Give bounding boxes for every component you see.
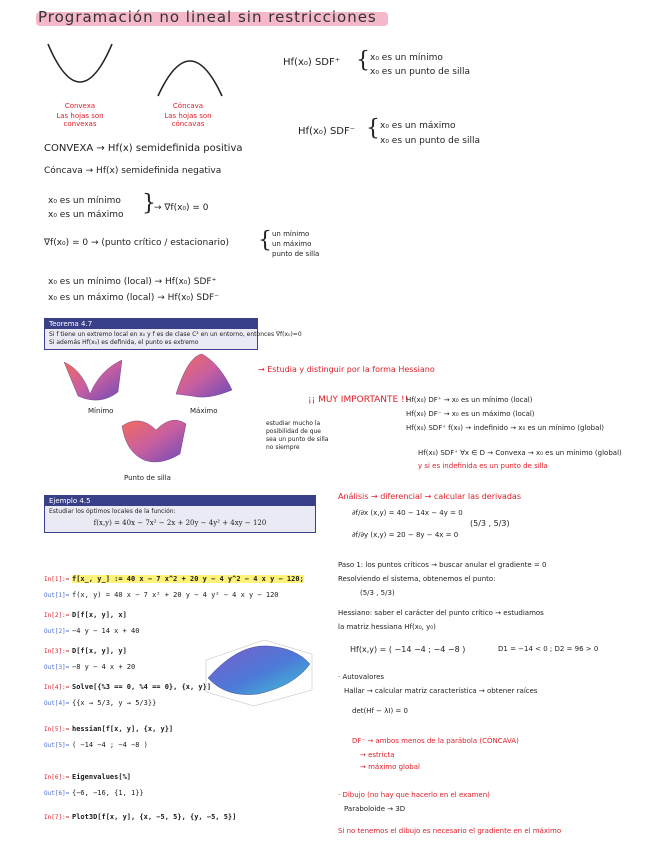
code-cell-text: Eigenvalues[%] (72, 773, 132, 781)
brace-3: { (142, 191, 156, 216)
example-formula: f(x,y) = 40x − 7x² − 2x + 20y − 4y² + 4xy − 120 (93, 519, 267, 527)
hessian-result: D1 = −14 < 0 ; D2 = 96 > 0 (498, 645, 599, 653)
grad-zero: → ∇f(x₀) = 0 (154, 203, 209, 213)
example-body (45, 506, 315, 532)
hf-pos-2: x₀ es un punto de silla (370, 67, 470, 77)
code-cell-label: Out[2]= (44, 628, 70, 635)
step1: Paso 1: los puntos críticos → buscar anular el gradiente = 0 (338, 561, 547, 569)
code-cell-text: −4 y − 14 x + 40 (72, 627, 140, 635)
important-label: ¡¡ MUY IMPORTANTE !! (308, 395, 409, 405)
example-text: Estudiar los óptimos locales de la función: (49, 508, 176, 515)
hf-neg: Hf(x₀) SDF⁻ (298, 126, 356, 137)
concave-curve (158, 61, 222, 96)
theorem-header: Teorema 4.7 (45, 319, 257, 329)
concave-note: Las hojas son cóncavas (164, 112, 212, 128)
code-cell-label: Out[5]= (44, 742, 70, 749)
code-cell (44, 732, 148, 751)
code-cell-label: Out[4]= (44, 700, 70, 707)
step2b: la matriz hessiana Hf(x₀, y₀) (338, 623, 436, 631)
step3: · Autovalores (338, 673, 385, 681)
arrow-note: → Estudia y distinguir por la forma Hessiano (258, 365, 435, 374)
example-box (44, 495, 316, 533)
strict-min: x₀ es un mínimo (local) → Hf(x₀) SDF⁺ (48, 277, 217, 287)
step3c: det(Hf − λI) = 0 (352, 707, 408, 715)
theorem-line-2: Si además Hf(x₀) es definida, el punto es extremo (49, 339, 199, 346)
plot3d-surface (208, 646, 310, 695)
crit-1: un mínimo (272, 230, 310, 238)
hf-pos-1: x₀ es un mínimo (370, 53, 443, 63)
code-cell-text: D[f[x, y], y] (72, 647, 127, 655)
surface-min-label: Mínimo (88, 407, 114, 415)
theorem-box (44, 318, 302, 350)
result-3: → máximo global (360, 763, 420, 771)
page-title: Programación no lineal sin restricciones (38, 8, 377, 26)
code-cell (44, 780, 144, 799)
convex-label: Convexa (64, 102, 96, 110)
code-cell-label: In[3]:= (44, 648, 70, 655)
important-side-note-2: posibilidad de que (266, 428, 321, 435)
surface-max-label: Máximo (190, 407, 218, 415)
code-cell (44, 804, 236, 823)
code-cell-text: Solve[{%3 == 0, %4 == 0}, {x, y}] (72, 683, 212, 691)
step3b: Hallar → calcular matriz característica → obtener raíces (344, 687, 538, 695)
example-header: Ejemplo 4.5 (45, 496, 315, 506)
concave-label: Cóncava (172, 102, 204, 110)
brace-4: { (258, 228, 272, 253)
code-cell-label: Out[6]= (44, 790, 70, 797)
convexa-line: CONVEXA → Hf(x) semidefinida positiva (44, 143, 243, 154)
code-cell-label: Out[3]= (44, 664, 70, 671)
theorem-line-1: Si f tiene un extremo local en x₀ y f es de clase C² en un entorno, entonces ∇f(x₀)=0 (49, 331, 302, 338)
result-2: → estricta (360, 751, 395, 759)
hf-pos: Hf(x₀) SDF⁺ (283, 57, 341, 68)
graph-note-1: · Dibujo (no hay que hacerlo en el examen) (338, 791, 490, 799)
step2: Hessiano: saber el carácter del punto crítico → estudiamos (338, 609, 544, 617)
concava-line: Cóncava → Hf(x) semidefinida negativa (44, 166, 222, 176)
hf-neg-2: x₀ es un punto de silla (380, 136, 480, 146)
important-l2: Hf(x₀) DF⁻ → x₀ es un máximo (local) (406, 410, 535, 418)
code-cell-text: f(x, y) = 40 x − 7 x² + 20 y − 4 y² − 4 x y − 120 (72, 591, 279, 599)
step1c: (5/3 , 5/3) (360, 589, 395, 597)
max-surface (176, 354, 232, 397)
analysis-line: Análisis → diferencial → calcular las derivadas (338, 492, 521, 501)
code-cell-label: In[4]:= (44, 684, 70, 691)
important-side-note-4: no siempre (266, 444, 300, 451)
min-surface (64, 360, 122, 400)
brace-2: { (366, 116, 380, 141)
code-cell-label: In[1]:= (44, 576, 70, 583)
theorem-body (45, 329, 302, 349)
code-cell (44, 582, 279, 601)
code-cell (44, 618, 139, 637)
important-side-note-3: sea un punto de silla (266, 436, 329, 443)
code-cell-label: In[5]:= (44, 726, 70, 733)
important-l1: Hf(x₀) DF⁺ → x₀ es un mínimo (local) (406, 396, 533, 404)
code-cell-text: {{x → 5/3, y → 5/3}} (72, 699, 157, 707)
important-l4: Hf(x₀) SDF⁺ ∀x ∈ D → Convexa → x₀ es un mínimo (global) (418, 449, 622, 457)
crit-2: un máximo (272, 240, 312, 248)
code-cell-label: In[2]:= (44, 612, 70, 619)
important-l3: Hf(x₀) SDF⁺ f(x₀) → indefinido → x₀ es un mínimo (global) (406, 424, 605, 432)
hf-neg-1: x₀ es un máximo (380, 121, 456, 131)
min-line: x₀ es un mínimo (48, 196, 121, 206)
code-cell-text: Plot3D[f[x, y], {x, −5, 5}, {y, −5, 5}] (72, 813, 237, 821)
code-cell-text: {−6, −16, {1, 1}} (72, 789, 144, 797)
max-line: x₀ es un máximo (48, 210, 124, 220)
code-cell-text: D[f[x, y], x] (72, 611, 127, 619)
graph-note-2: Paraboloide → 3D (344, 805, 406, 813)
code-cell-text: hessian[f[x, y], {x, y}] (72, 725, 174, 733)
deriv-x: ∂f/∂x (x,y) = 40 − 14x − 4y = 0 (352, 509, 463, 517)
strict-max: x₀ es un máximo (local) → Hf(x₀) SDF⁻ (48, 293, 219, 303)
code-cell-text: ( −14 −4 ; −4 −8 ) (72, 741, 148, 749)
code-cell-label: In[7]:= (44, 814, 70, 821)
code-cell-label: Out[1]= (44, 592, 70, 599)
important-l5: y si es indefinida es un punto de silla (418, 462, 548, 470)
surface-saddle-label: Punto de silla (124, 474, 171, 482)
code-cell-label: In[6]:= (44, 774, 70, 781)
important-side-note-1: estudiar mucho la (266, 420, 321, 427)
result-1: DF⁻ → ambos menos de la parábola (CÓNCAVA) (352, 737, 519, 745)
graph-note-3: Si no tenemos el dibujo es necesario el gradiente en el máximo (338, 827, 562, 835)
curves-sketch (40, 40, 230, 100)
code-cell-text: −8 y − 4 x + 20 (72, 663, 136, 671)
hessian-matrix: Hf(x,y) = ( −14 −4 ; −4 −8 ) (350, 645, 466, 654)
crit-3: punto de silla (272, 250, 320, 258)
plot3d (198, 620, 318, 710)
code-cell (44, 654, 135, 673)
convex-curve (48, 44, 112, 82)
step1b: Resolviendo el sistema, obtenemos el punto: (338, 575, 496, 583)
brace-1: { (356, 48, 370, 73)
code-cell (44, 690, 156, 709)
deriv-sol: (5/3 , 5/3) (470, 519, 510, 528)
saddle-surface (122, 420, 186, 462)
code-cell-text: f[x_, y_] := 40 x − 7 x^2 + 20 y − 4 y^2 − 4 x y − 120; (72, 575, 304, 583)
deriv-y: ∂f/∂y (x,y) = 20 − 8y − 4x = 0 (352, 531, 459, 539)
crit-line: ∇f(x₀) = 0 → (punto crítico / estacionario) (44, 238, 229, 248)
convex-note: Las hojas son convexas (56, 112, 104, 128)
